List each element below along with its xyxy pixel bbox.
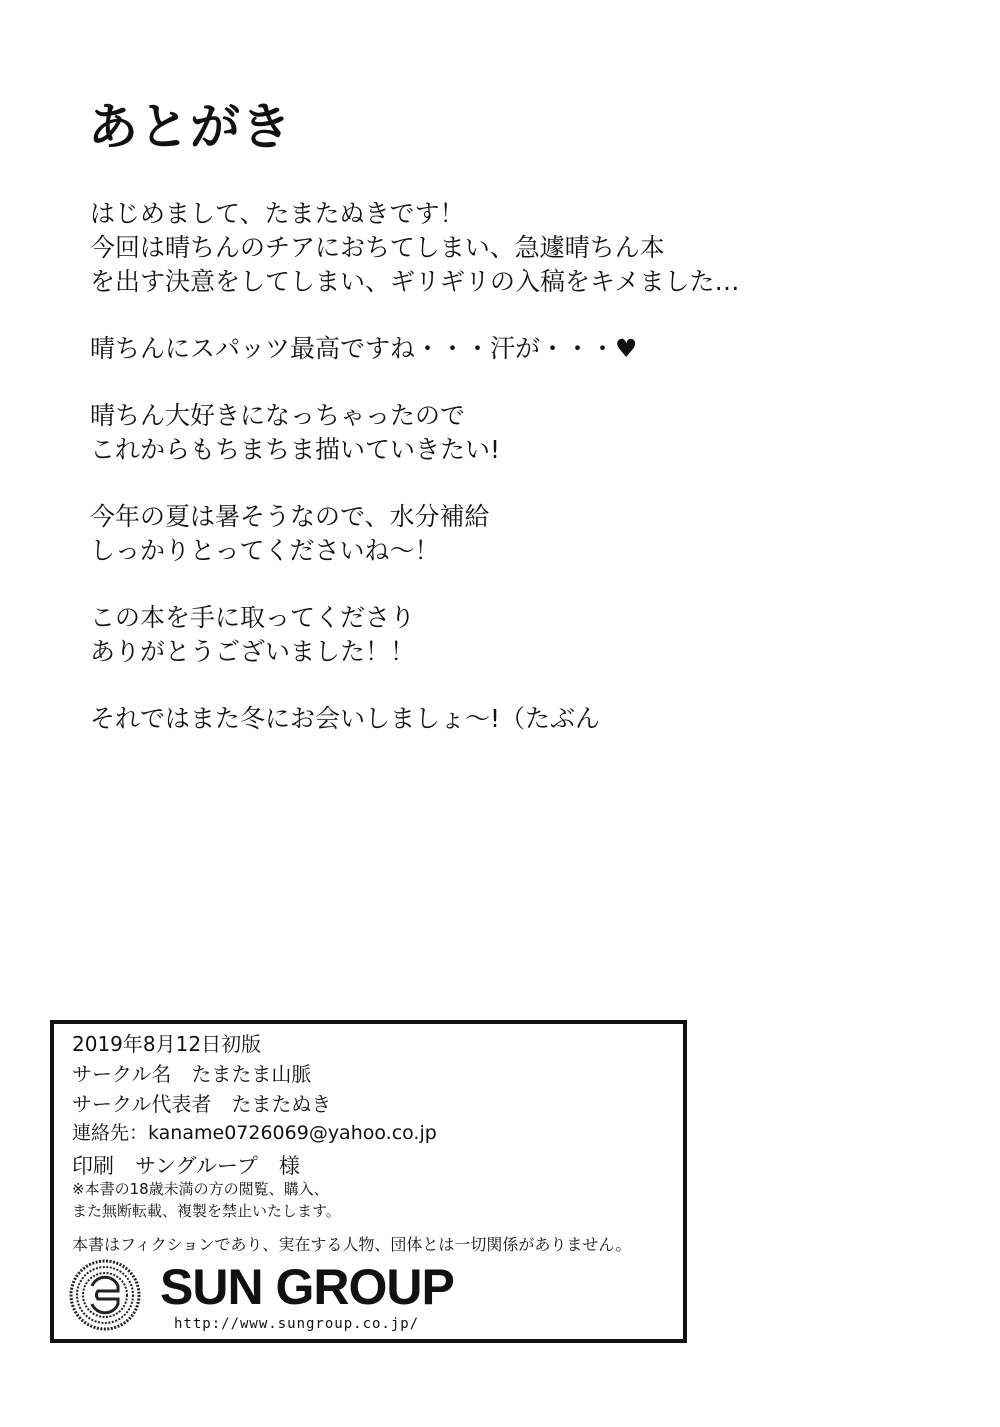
printer-url[interactable]: http://www.sungroup.co.jp/ (174, 1316, 420, 1332)
paragraph (90, 500, 950, 568)
circle-representative: サークル代表者 たまたぬき (72, 1092, 332, 1116)
text-line: 晴ちん大好きになっちゃったので (90, 401, 466, 430)
contact-email: 連絡先：kaname0726069@yahoo.co.jp (72, 1122, 437, 1144)
text-line: はじめまして、たまたぬきです！ (90, 199, 465, 228)
printer-credit: 印刷 サングループ 様 (72, 1154, 300, 1178)
page-title: あとがき (88, 97, 292, 156)
text-line: それではまた冬にお会いしましょ～!（たぶん (90, 704, 601, 733)
paragraph (90, 702, 950, 736)
paragraph (90, 332, 950, 366)
sun-group-logo-icon (68, 1258, 142, 1332)
text-line: 今年の夏は暑そうなので、水分補給 (90, 502, 490, 531)
text-line: ありがとうございました！！ (90, 637, 416, 666)
text-line: を出す決意をしてしまい、ギリギリの入稿をキメました… (90, 267, 740, 296)
copy-prohibition-note: また無断転載、複製を禁止いたします。 (72, 1202, 341, 1220)
printer-brand-name: SUN GROUP (160, 1259, 454, 1315)
circle-name: サークル名 たまたま山脈 (72, 1062, 312, 1086)
fiction-notice: 本書はフィクションであり、実在する人物、団体とは一切関係がありません。 (72, 1235, 632, 1254)
text-line: 今回は晴ちんのチアにおちてしまい、急遽晴ちん本 (90, 233, 665, 262)
text-line: これからもちまちま描いていきたい! (90, 435, 501, 464)
text-line: しっかりとってくださいね～！ (90, 536, 440, 565)
text-line: この本を手に取ってくださり (90, 603, 416, 632)
age-restriction-note: ※本書の18歳未満の方の閲覧、購入、 (72, 1180, 329, 1198)
paragraph (90, 601, 950, 669)
paragraph (90, 399, 950, 467)
colophon-box (50, 1020, 687, 1343)
paragraph (90, 197, 950, 299)
text-line: 晴ちんにスパッツ最高ですね・・・汗が・・・♥ (90, 334, 638, 363)
publication-date: 2019年8月12日初版 (72, 1032, 262, 1056)
afterword-body (90, 197, 950, 769)
